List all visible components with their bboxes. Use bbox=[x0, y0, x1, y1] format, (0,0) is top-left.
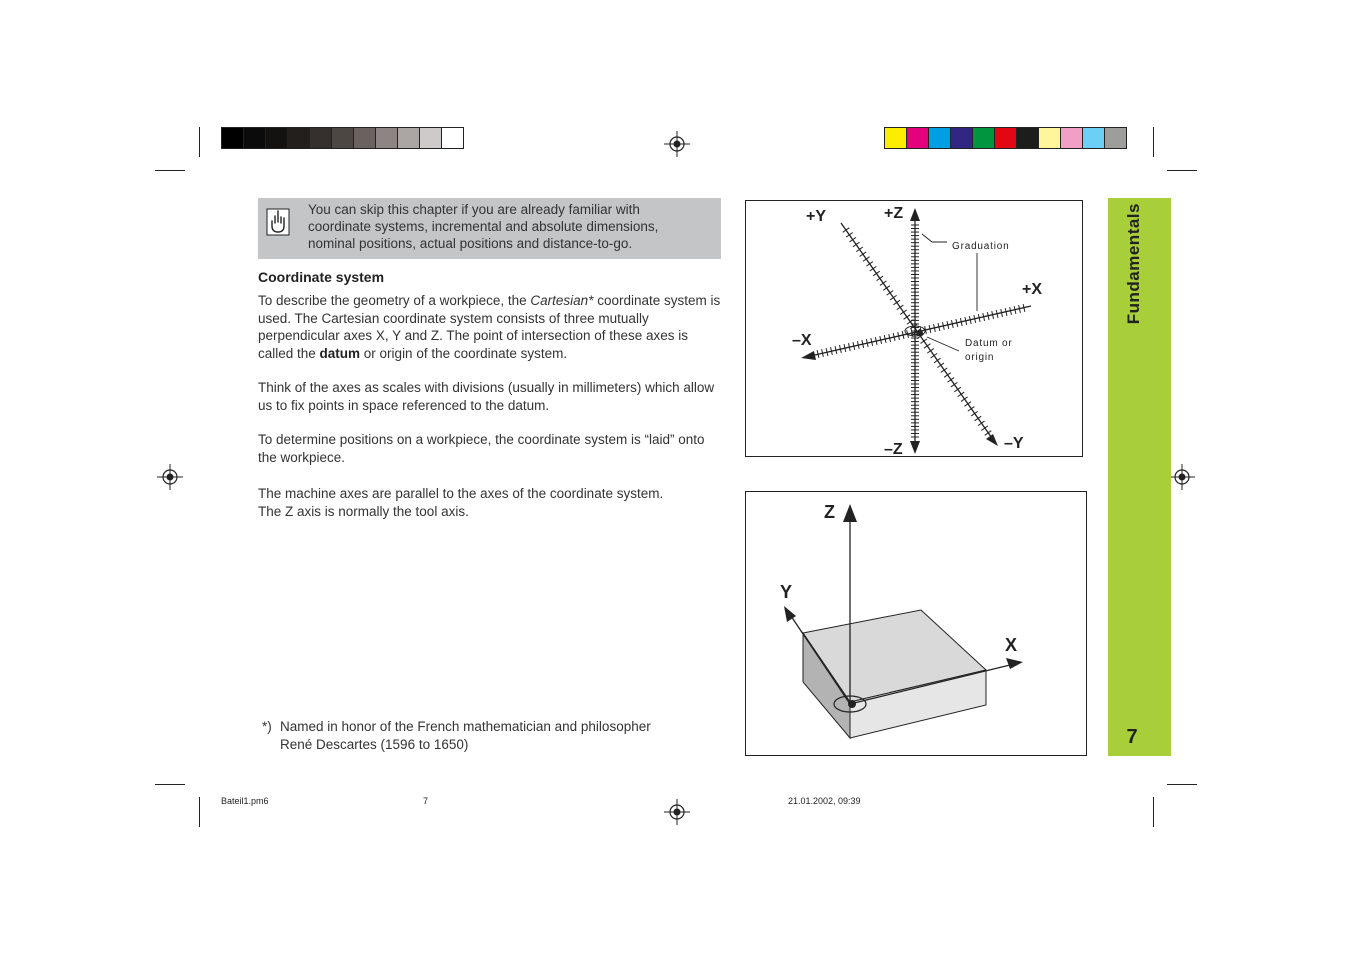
crop-mark bbox=[199, 127, 200, 157]
axis-label-z: Z bbox=[824, 502, 835, 522]
pointing-hand-icon bbox=[266, 208, 290, 236]
color-swatch bbox=[995, 128, 1017, 148]
registration-mark-icon bbox=[664, 131, 690, 157]
note-text bbox=[308, 201, 708, 252]
axis-label-y: Y bbox=[780, 582, 793, 602]
color-swatch bbox=[885, 128, 907, 148]
bold-datum: datum bbox=[319, 345, 361, 361]
text-line: The machine axes are parallel to the axes of the coordinate system. bbox=[258, 486, 664, 501]
footnote-mark: *) bbox=[262, 719, 272, 734]
crop-mark bbox=[1153, 127, 1154, 157]
slug-date: 21.01.2002, 09:39 bbox=[788, 796, 861, 806]
datum-label: Datum or bbox=[965, 338, 1013, 349]
paragraph-scales: Think of the axes as scales with divisions (usually in millimeters) which allow us to fix points in space referenced to the datum. bbox=[258, 380, 715, 413]
text-run: or origin of the coordinate system. bbox=[360, 345, 568, 361]
note-line: nominal positions, actual positions and distance-to-go. bbox=[308, 236, 633, 251]
note-line: coordinate systems, incremental and absolute dimensions, bbox=[308, 219, 659, 234]
origin-label: origin bbox=[965, 352, 995, 363]
axis-label-minus-x: –X bbox=[792, 332, 812, 349]
page-number: 7 bbox=[1126, 726, 1138, 748]
footnote-line: Named in honor of the French mathematician and philosopher bbox=[280, 719, 651, 734]
color-swatch bbox=[1061, 128, 1083, 148]
axis-label-plus-z: +Z bbox=[884, 205, 904, 222]
color-swatch bbox=[929, 128, 951, 148]
crop-mark bbox=[1153, 797, 1154, 827]
color-swatch bbox=[420, 128, 442, 148]
color-swatch bbox=[1083, 128, 1105, 148]
color-swatch bbox=[354, 128, 376, 148]
registration-mark-icon bbox=[1169, 464, 1195, 490]
color-swatch bbox=[398, 128, 420, 148]
color-swatch bbox=[442, 128, 463, 148]
color-swatch bbox=[1105, 128, 1126, 148]
axis-label-plus-x: +X bbox=[1022, 281, 1043, 298]
axis-label-minus-z: –Z bbox=[884, 441, 903, 456]
coordinate-system-figure bbox=[745, 200, 1083, 457]
crop-mark bbox=[155, 784, 185, 785]
graduation-label: Graduation bbox=[952, 241, 1010, 252]
axis-label-x: X bbox=[1005, 635, 1018, 655]
text-line: The Z axis is normally the tool axis. bbox=[258, 503, 469, 519]
paragraph-machine-axes bbox=[258, 485, 723, 520]
emphasis-cartesian: Cartesian* bbox=[530, 293, 594, 308]
color-swatch bbox=[222, 128, 244, 148]
footnote-line: René Descartes (1596 to 1650) bbox=[280, 737, 469, 752]
crop-mark bbox=[199, 797, 200, 827]
slug-page: 7 bbox=[423, 796, 429, 806]
color-swatch bbox=[951, 128, 973, 148]
paragraph-cartesian bbox=[258, 292, 723, 362]
crop-mark bbox=[1167, 784, 1197, 785]
slug-file-name: Bateil1.pm6 bbox=[221, 796, 269, 806]
crop-mark bbox=[1167, 170, 1197, 171]
section-heading: Coordinate system bbox=[258, 269, 385, 285]
registration-mark-icon bbox=[157, 464, 183, 490]
workpiece-diagram bbox=[746, 492, 1086, 755]
footnote bbox=[262, 718, 651, 754]
text-run: coordinate system is used. The Cartesian coordinate system consists of three mutually perpendicular axes X, Y and Z. The point of intersection of these axes is called the bbox=[258, 293, 721, 361]
color-swatch bbox=[288, 128, 310, 148]
registration-mark-icon bbox=[664, 799, 690, 825]
workpiece-axes-figure bbox=[745, 491, 1087, 756]
axis-label-minus-y: –Y bbox=[1004, 435, 1024, 452]
color-swatch bbox=[244, 128, 266, 148]
crop-mark bbox=[155, 170, 185, 171]
color-swatch bbox=[907, 128, 929, 148]
chapter-title: Fundamentals bbox=[1124, 203, 1143, 325]
color-swatch bbox=[332, 128, 354, 148]
color-swatch bbox=[376, 128, 398, 148]
note-line: You can skip this chapter if you are already familiar with bbox=[308, 202, 640, 217]
color-swatch bbox=[310, 128, 332, 148]
paragraph-positions: To determine positions on a workpiece, the coordinate system is “laid” onto the workpiece. bbox=[258, 432, 705, 465]
text-run: To describe the geometry of a workpiece, the bbox=[258, 293, 531, 308]
grayscale-color-bar bbox=[221, 127, 464, 149]
color-swatch bbox=[973, 128, 995, 148]
color-swatch bbox=[266, 128, 288, 148]
chapter-side-tab bbox=[1108, 198, 1171, 756]
coordinate-axes-diagram bbox=[746, 201, 1082, 456]
color-swatch bbox=[1017, 128, 1039, 148]
process-color-bar bbox=[884, 127, 1127, 149]
note-box bbox=[258, 198, 721, 259]
color-swatch bbox=[1039, 128, 1061, 148]
axis-label-plus-y: +Y bbox=[806, 208, 827, 225]
